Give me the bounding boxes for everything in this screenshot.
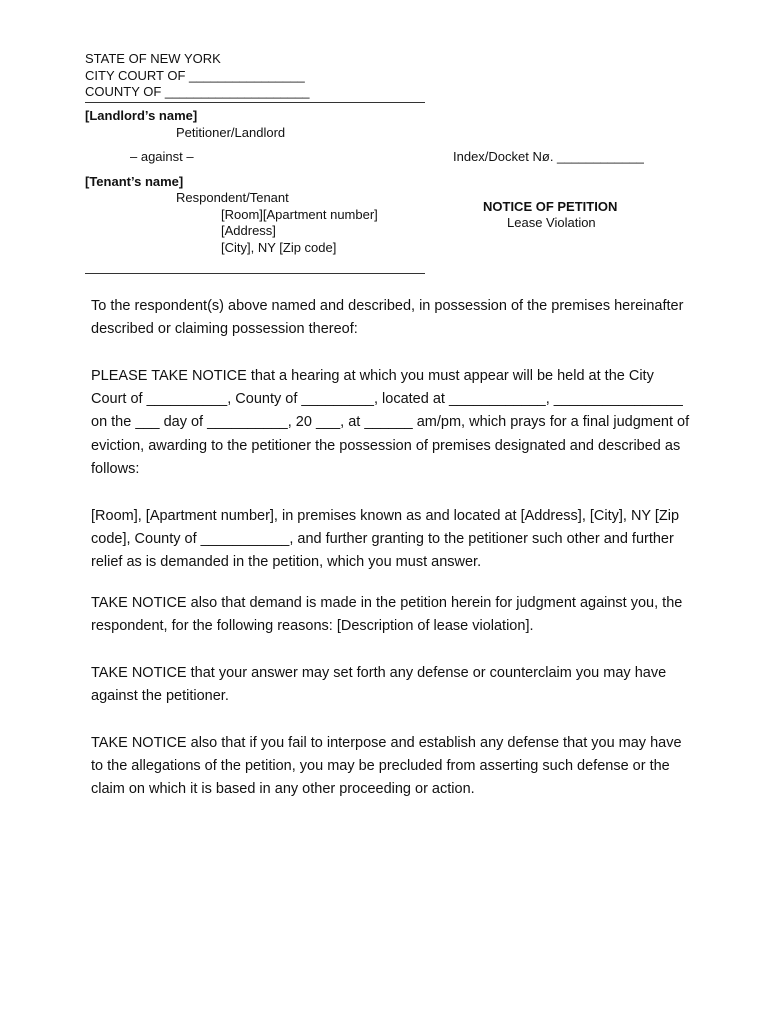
body-paragraph-intro: To the respondent(s) above named and described, in possession of the premises hereinafter described or claiming possession thereof: — [91, 298, 684, 338]
state-heading: STATE OF NEW YORK — [85, 51, 221, 66]
body-paragraph-demand: TAKE NOTICE also that demand is made in the petition herein for judgment against you, the respondent, for the following reasons: [Description of lease violation]. — [91, 595, 683, 635]
caption-top-rule — [85, 102, 425, 103]
body-paragraph-premises: [Room], [Apartment number], in premises known as and located at [Address], [City], NY [Zip code], County of ___________, and further granting to the petitioner such other and further relief as is demanded in the petition, which you must answer. — [91, 508, 680, 571]
tenant-name: [Tenant’s name] — [85, 174, 184, 189]
notice-title: NOTICE OF PETITION — [483, 198, 618, 214]
landlord-name: [Landlord’s name] — [85, 108, 198, 123]
against-label: – against – — [130, 149, 194, 164]
tenant-room-line: [Room][Apartment number] — [221, 206, 378, 222]
respondent-role: Respondent/Tenant — [176, 190, 289, 205]
tenant-city-line: [City], NY [Zip code] — [221, 239, 337, 255]
index-docket-number: Index/Docket Nø. ____________ — [453, 149, 644, 164]
petitioner-role: Petitioner/Landlord — [176, 124, 286, 140]
body-paragraph-answer: TAKE NOTICE that your answer may set forth any defense or counterclaim you may have against the petitioner. — [91, 665, 667, 705]
county-line: COUNTY OF ____________________ — [85, 84, 310, 99]
notice-subtitle: Lease Violation — [507, 215, 596, 230]
caption-bottom-rule — [85, 273, 425, 274]
tenant-address-line: [Address] — [221, 223, 276, 238]
body-paragraph-preclusion: TAKE NOTICE also that if you fail to interpose and establish any defense that you may have to the allegations of the petition, you may be precluded from asserting such defense or the claim on which it is based in any other proceeding or action. — [91, 735, 682, 798]
city-court-line: CITY COURT OF ________________ — [85, 67, 305, 83]
body-paragraph-hearing: PLEASE TAKE NOTICE that a hearing at which you must appear will be held at the City Court of __________, County of _________, located at ____________, ________________ on the ___ day of __________, 20 ___, at ______ am/pm, which prays for a final judgment of eviction, awarding to the petitioner the possession of premises designated and described as follows: — [91, 368, 690, 477]
